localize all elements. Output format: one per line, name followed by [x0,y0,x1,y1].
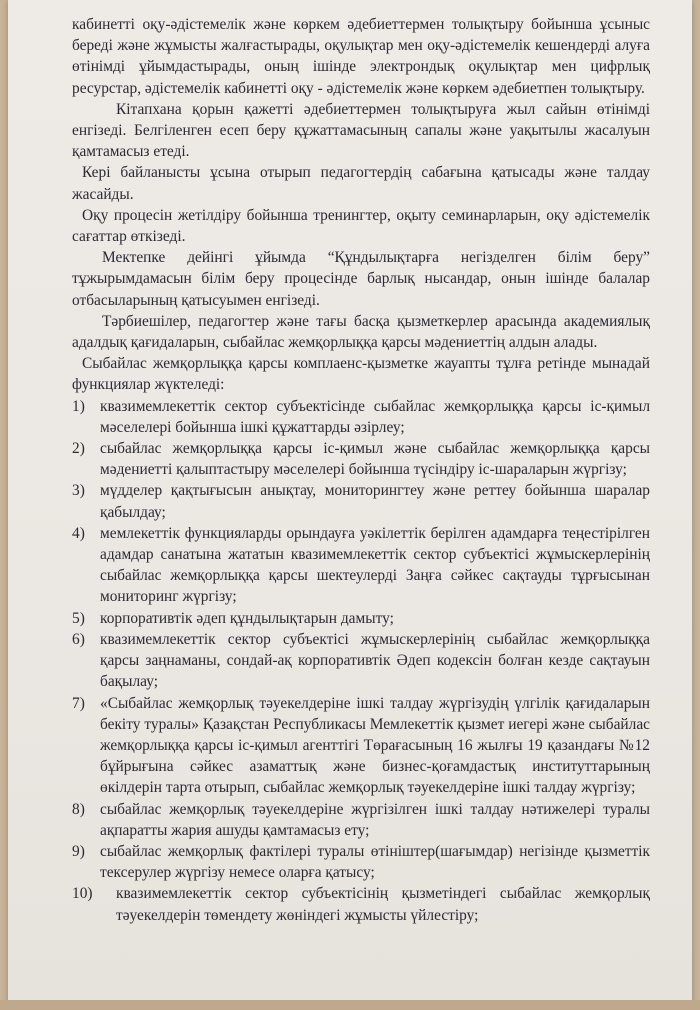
list-item: 5) корпоративтік әдеп құндылықтарын дамыту; [72,609,394,627]
list-item: 4) мемлекеттік функцияларды орындауға уәкілеттік берілген адамдарға теңестірілген адамдар санатына жататын квазимемлекеттік сектор субъектісі жұмыскерлерінің сыбайлас жемқорлыққа қарсы шектеулерді Заңға сәйкес сақтауды тұрғысынан мониторинг жүргізу; [72,524,650,606]
list-item: 1) квазимемлекеттік сектор субъектісінде сыбайлас жемқорлыққа қарсы іс-қимыл мәселелері бойынша ішкі құжаттарды әзірлеу; [72,397,650,436]
list-item: 10) квазимемлекеттік сектор субъектісінің қызметіндегі сыбайлас жемқорлық тәуекелдерін төмендету жөніндегі жұмысты үйлестіру; [72,885,650,924]
paragraph-academic-integrity: Тәрбиешілер, педагогтер және тағы басқа қызметкерлер арасында академиялық адалдық қағидаларын, сыбайлас жемқорлыққа қарсы мәдениеттің алдын алады. [72,312,650,352]
paragraph-library-fund: Кітапхана қорын қажетті әдебиеттермен толықтыруға жыл сайын өтінімді енгізеді. Белгіленген есеп беру құжаттамасының сапалы және уақытылы жасалуын қамтамасыз етеді. [72,100,650,161]
document-body [72,14,650,926]
paragraph-preschool-concept: Мектепке дейінгі ұйымда “Құндылықтарға негізделген білім беру” тұжырымдамасын білім беру процесінде барлық нысандар, онын ішінде балалар отбасыларының қатысуымен енгізеді. [72,249,650,309]
paragraph-trainings: Оқу процесін жетілдіру бойынша тренингтер, оқыту семинарларын, оқу әдістемелік сағаттар өткізеді. [72,206,650,246]
table-surface [0,1000,700,1010]
list-item: 9) сыбайлас жемқорлық фактілері туралы өтініштер(шағымдар) негізінде қызметтік тексерулер жүргізу немесе оларға қатысу; [72,842,650,882]
list-item: 3) мүдделер қақтығысын анықтау, мониторингтеу және реттеу бойынша шаралар қабылдау; [72,482,650,521]
list-item: 2) сыбайлас жемқорлыққа қарсы іс-қимыл және сыбайлас жемқорлыққа қарсы мәдениетті қалыптастыру мәселелері бойынша түсіндіру іс-шараларын жүргізу; [72,440,650,479]
list-item: 8) сыбайлас жемқорлық тәуекелдеріне жүргізілген ішкі талдау нәтижелері туралы ақпаратты жария ашуды қамтамасыз ету; [72,800,650,839]
paragraph-feedback: Кері байланысты ұсына отырып педагогтердің сабағына қатысады және талдау жасайды. [72,164,650,203]
paragraph-compliance-intro: Сыбайлас жемқорлыққа қарсы комплаенс-қызметке жауапты тұлға ретінде мынадай функциялар жүктеледі: [72,355,650,394]
paragraph-methodical-cabinet: кабинетті оқу-әдістемелік және көркем әдебиеттермен толықтыру бойынша ұсыныс береді және жұмысты жалғастырады, оқулықтар мен оқу-әдістемелік кешендерді алуға өтінімді ұйымдастырады, оның ішінде электрондық оқулықтар мен цифрлық ресурстар, әдістемелік кабинетті оқу - әдістемелік және көркем әдебиетпен толықтыру. [72,16,650,97]
list-item: 6) квазимемлекеттік сектор субъектісі жұмыскерлерінің сыбайлас жемқорлыққа қарсы заңнаманы, сондай-ақ корпоративтік Әдеп кодексін болған кезде сақтауын бақылау; [72,630,650,691]
functions-list [72,396,650,926]
document-page [8,0,692,1010]
list-item: 7) «Сыбайлас жемқорлық тәуекелдеріне ішкі талдау жүргізудің үлгілік қағидаларын бекіту туралы» Қазақстан Республикасы Мемлекеттік қызмет иегері және сыбайлас жемқорлыққа қарсы іс-қимыл агенттігі Төрағасының 16 жылғы 19 қазандағы №12 бұйрығына сәйкес азаматтық және бизнес-қоғамдастық институттарының өкілдерін тарта отырып, сыбайлас жемқорлық тәуекелдеріне ішкі талдау жүргізу; [72,694,650,797]
